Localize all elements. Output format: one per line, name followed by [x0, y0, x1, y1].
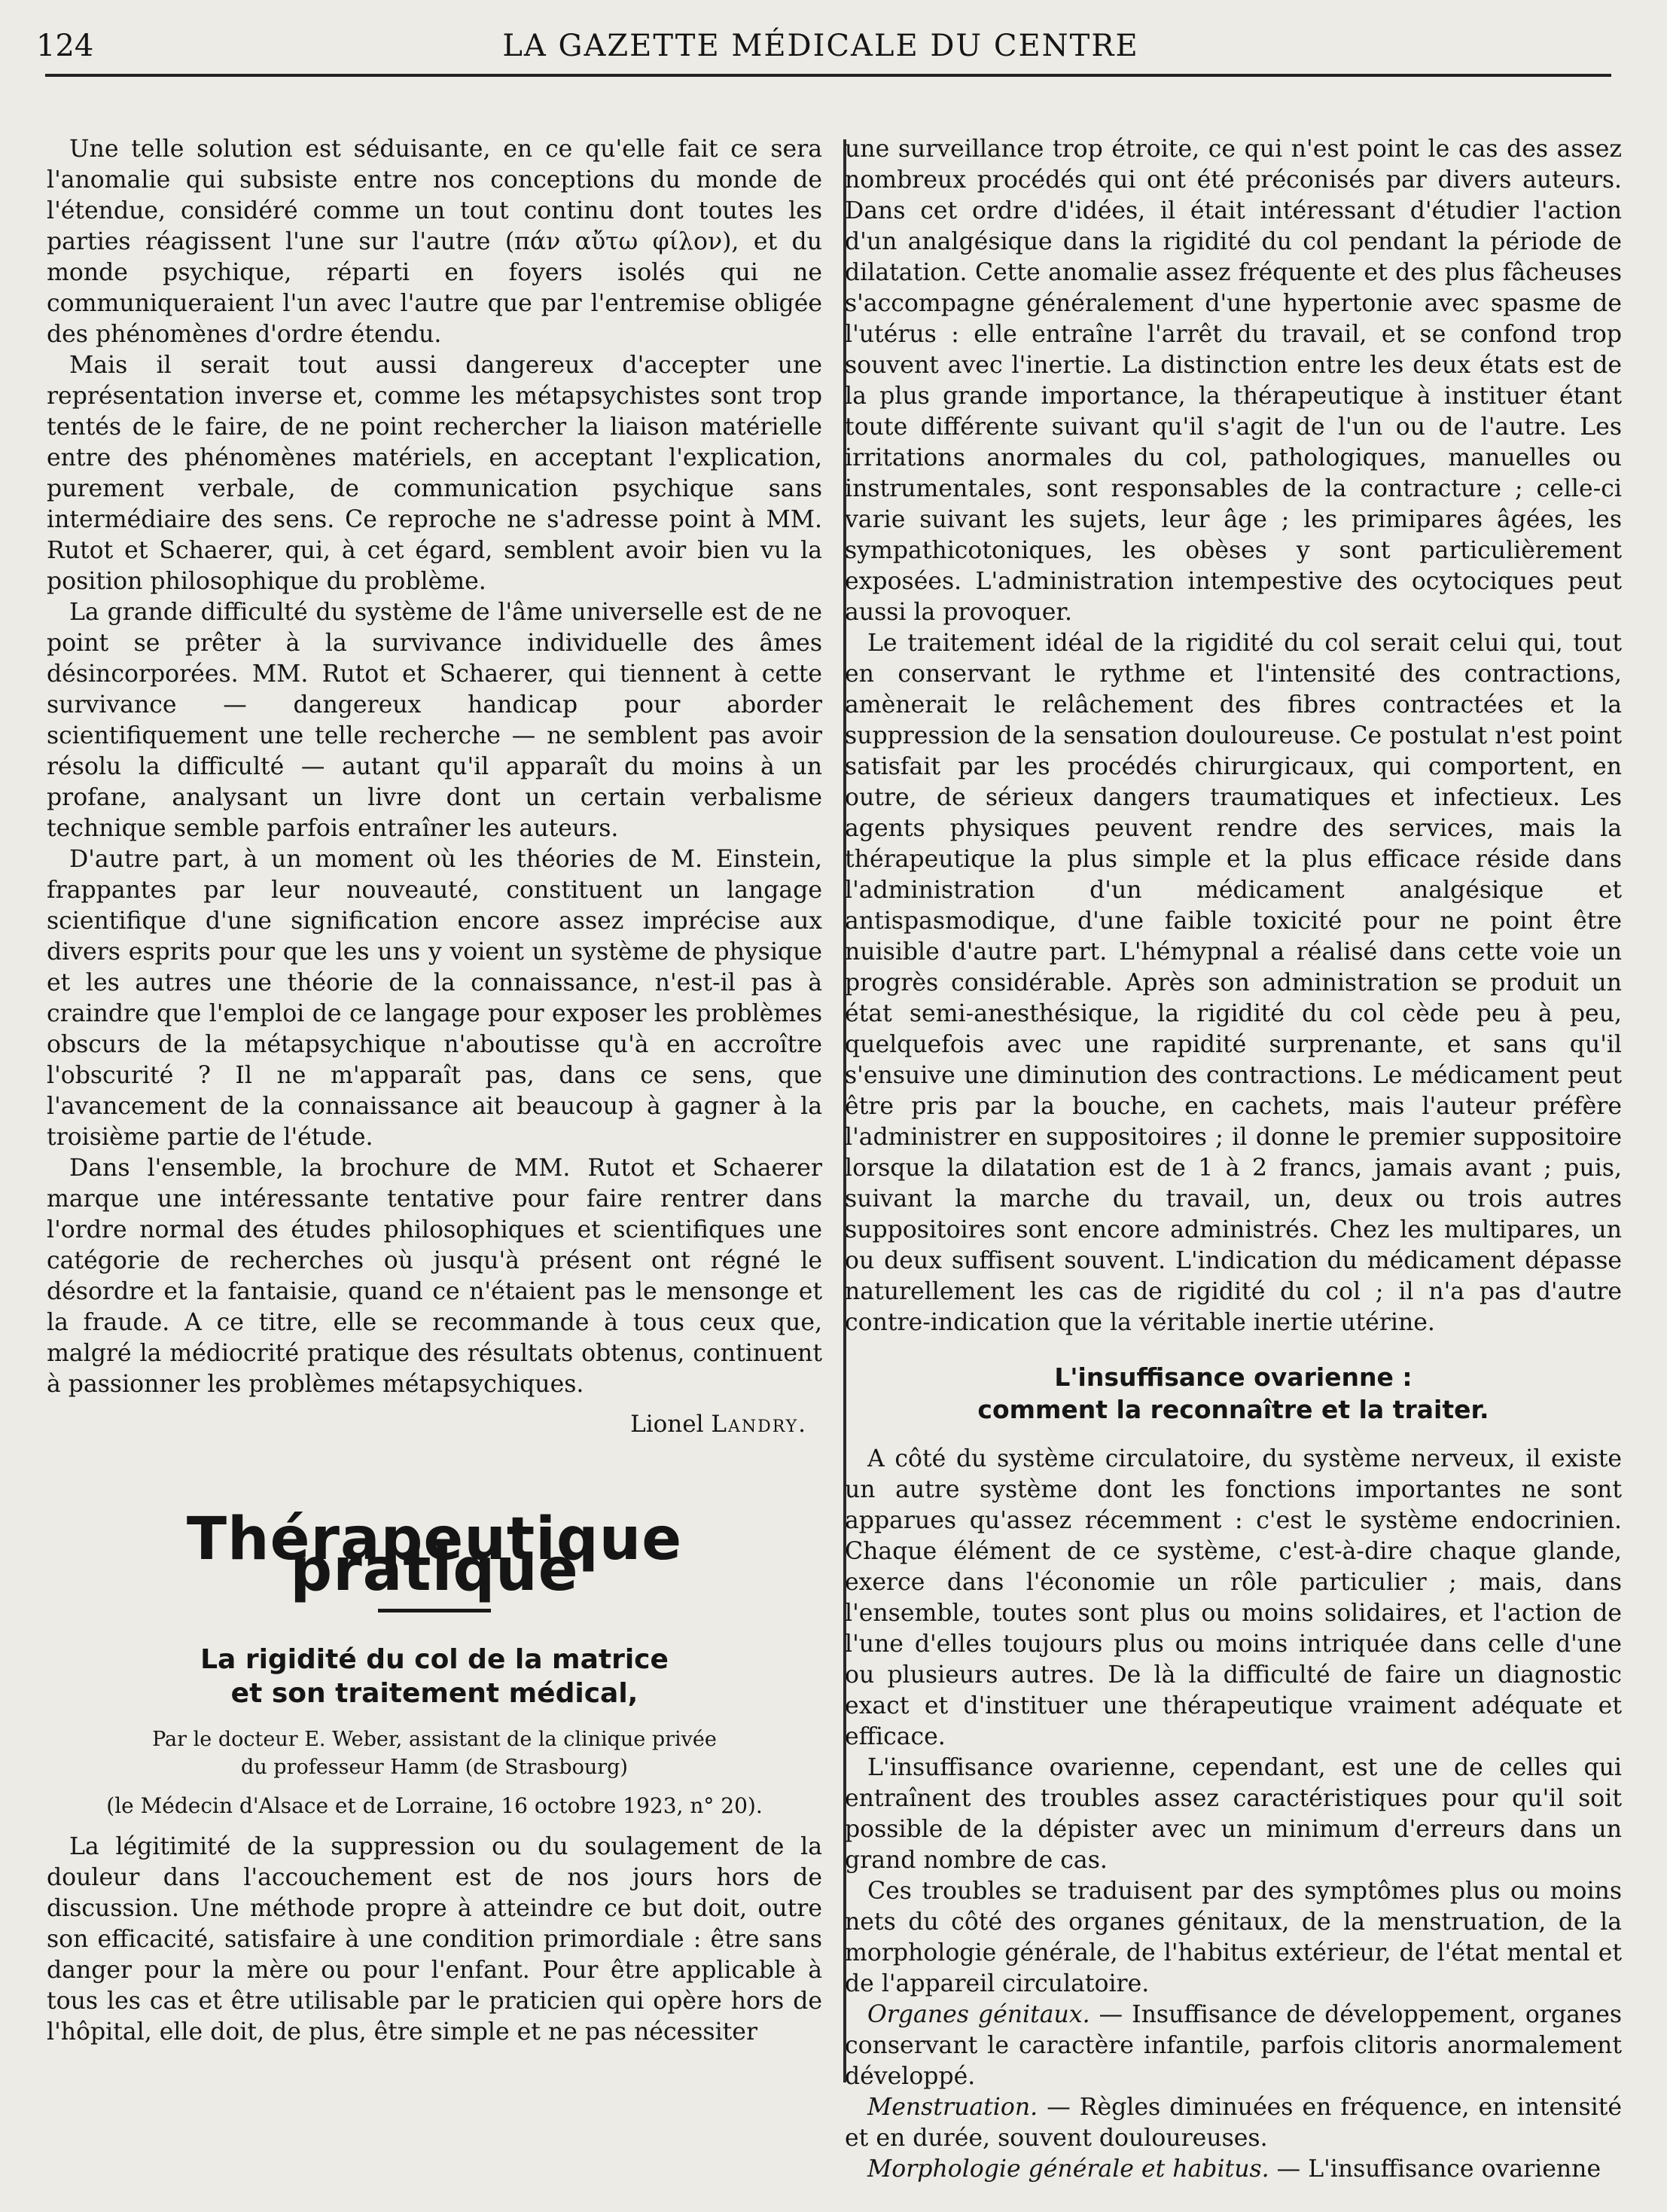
right-column: [845, 134, 1622, 2185]
byline-line: Par le docteur E. Weber, assistant de la clinique privée: [152, 1728, 717, 1751]
byline-line: du professeur Hamm (de Strasbourg): [241, 1756, 628, 1779]
title-rule: [378, 1609, 491, 1612]
symptom-item: [845, 2154, 1622, 2185]
subhead-line: L'insuffisance ovarienne :: [1054, 1362, 1413, 1392]
symptom-label: Menstruation.: [867, 2094, 1038, 2121]
paragraph: Le traitement idéal de la rigidité du col serait celui qui, tout en conservant le rythme et l'intensité des contractions, amènerait le relâchement des fibres contractées et la suppression de la sensation douloureuse. Ce postulat n'est point satisfait par les procédés chirurgicaux, qui comportent, en outre, de sérieux dangers traumatiques et infectieux. Les agents physiques peuvent rendre des services, mais la thérapeutique la plus simple et la plus efficace réside dans l'administration d'un médicament analgésique et antispasmodique, d'une faible toxicité pour ne point être nuisible d'autre part. L'hémypnal a réalisé dans cette voie un progrès considérable. Après son administration se produit un état semi-anesthésique, la rigidité du col cède peu à peu, quelquefois avec une rapidité surprenante, et sans qu'il s'ensuive une diminution des contractions. Le médicament peut être pris par la bouche, en cachets, mais l'auteur préfère l'administrer en suppositoires ; il donne le premier suppositoire lorsque la dilatation est de 1 à 2 francs, jamais avant ; puis, suivant la marche du travail, un, deux ou trois autres suppositoires sont encore administrés. Chez les multipares, un ou deux suffisent souvent. L'indication du médicament dépasse naturellement les cas de rigidité du col ; il n'a pas d'autre contre-indication que la véritable inertie utérine.: [845, 630, 1622, 1336]
article-title-line: et son traitement médical,: [230, 1678, 638, 1709]
symptom-item: [845, 2092, 1622, 2154]
paragraph: une surveillance trop étroite, ce qui n'est point le cas des assez nombreux procédés qui ont été préconisés par divers auteurs. Dans cet ordre d'idées, il était intéressant d'étudier l'action d'un analgésique dans la rigidité du col pendant la période de dilatation. Cette anomalie assez fréquente et des plus fâcheuses s'accompagne généralement d'une hypertonie avec spasme de l'utérus : elle entraîne l'arrêt du travail, et se confond trop souvent avec l'inertie. La distinction entre les deux états est de la plus grande importance, la thérapeutique à instituer étant toute différente suivant qu'il s'agit de l'un ou de l'autre. Les irritations anormales du col, pathologiques, manuelles ou instrumentales, sont responsables de la contracture ; celle-ci varie suivant les sujets, leur âge ; les primipares âgées, les sympathicotoniques, les obèses y sont particulièrement exposées. L'administration intempestive des ocytociques peut aussi la provoquer.: [845, 136, 1622, 626]
running-title: LA GAZETTE MÉDICALE DU CENTRE: [502, 29, 1139, 63]
article-title-line: La rigidité du col de la matrice: [200, 1644, 669, 1675]
article-title: [47, 1643, 822, 1710]
byline: [47, 1725, 822, 1781]
signature-last-name: Landry.: [711, 1411, 807, 1438]
paragraph: Mais il serait tout aussi dangereux d'accepter une représentation inverse et, comme les métapsychistes sont trop tentés de le faire, de ne point rechercher la liaison matérielle entre des phénomènes matériels, en acceptant l'explication, purement verbale, de communication psychique sans intermédiaire des sens. Ce reproche ne s'adresse point à MM. Rutot et Schaerer, qui, à cet égard, semblent avoir bien vu la position philosophique du problème.: [47, 352, 822, 595]
source-reference: (le Médecin d'Alsace et de Lorraine, 16 octobre 1923, n° 20).: [106, 1793, 763, 1818]
paragraph: D'autre part, à un moment où les théories de M. Einstein, frappantes par leur nouveauté, constituent un langage scientifique d'une signification encore assez imprécise aux divers esprits pour que les uns y voient un système de physique et les autres une théorie de la connaissance, n'est-il pas à craindre que l'emploi de ce langage pour exposer les problèmes obscurs de la métapsychique n'aboutisse qu'à en accroître l'obscurité ? Il ne m'apparaît pas, dans ce sens, que l'avancement de la connaissance ait beaucoup à gagner à la troisième partie de l'étude.: [47, 846, 822, 1151]
symptom-text: — Règles diminuées en fréquence, en intensité et en durée, souvent douloureuses.: [845, 2094, 1622, 2152]
paragraph: Une telle solution est séduisante, en ce qu'elle fait ce sera l'anomalie qui subsiste entre nos conceptions du monde de l'étendue, considéré comme un tout continu dont toutes les parties réagissent l'une sur l'autre (πάν αὔτω φίλον), et du monde psychique, réparti en foyers isolés qui ne communiqueraient l'un avec l'autre que par l'entremise obligée des phénomènes d'ordre étendu.: [47, 136, 822, 348]
paragraph: A côté du système circulatoire, du système nerveux, il existe un autre système dont les fonctions importantes ne sont apparues qu'assez récemment : c'est le système endocrinien. Chaque élément de ce système, c'est-à-dire chaque glande, exerce dans l'économie un rôle particulier ; mais, dans l'ensemble, toutes sont plus ou moins solidaires, et l'action de l'une d'elles toujours plus ou moins intriquée dans celle d'une ou plusieurs autres. De là la difficulté de faire un diagnostic exact et d'instituer une thérapeutique vraiment adéquate et efficace.: [845, 1445, 1622, 1750]
symptom-label: Morphologie générale et habitus.: [867, 2156, 1269, 2183]
paragraph: Ces troubles se traduisent par des symptômes plus ou moins nets du côté des organes génitaux, de la menstruation, de la morphologie générale, de l'habitus extérieur, de l'état mental et de l'appareil circulatoire.: [845, 1878, 1622, 1997]
left-column: [47, 134, 822, 2048]
paragraph: L'insuffisance ovarienne, cependant, est une de celles qui entraînent des troubles assez caractéristiques pour qu'il soit possible de la dépister avec un minimum d'erreurs dans un grand nombre de cas.: [845, 1754, 1622, 1874]
page-header: [30, 23, 1611, 68]
subhead-line: comment la reconnaître et la traiter.: [977, 1395, 1489, 1424]
signature-first-name: Lionel: [630, 1411, 704, 1438]
section-title: Thérapeutique pratique: [186, 1506, 683, 1604]
paragraph: La grande difficulté du système de l'âme universelle est de ne point se prêter à la survivance individuelle des âmes désincorporées. MM. Rutot et Schaerer, qui tiennent à cette survivance — dangereux handicap pour aborder scientifiquement une telle recherche — ne semblent pas avoir résolu la difficulté — autant qu'il apparaît du moins à un profane, analysant un livre dont un certain verbalisme technique semble parfois entraîner les auteurs.: [47, 599, 822, 842]
symptom-text: — Insuffisance de développement, organes conservant le caractère infantile, parfois clitoris anormalement développé.: [845, 2001, 1622, 2090]
paragraph: La légitimité de la suppression ou du soulagement de la douleur dans l'accouchement est de nos jours hors de discussion. Une méthode propre à atteindre ce but doit, outre son efficacité, satisfaire à une condition primordiale : être sans danger pour la mère ou pour l'enfant. Pour être applicable à tous les cas et être utilisable par le praticien qui opère hors de l'hôpital, elle doit, de plus, être simple et ne pas nécessiter: [47, 1833, 822, 2046]
symptom-text: — L'insuffisance ovarienne: [1269, 2156, 1601, 2183]
page-number: 124: [36, 29, 94, 63]
article-subhead: [845, 1361, 1622, 1426]
author-signature: [47, 1409, 807, 1440]
symptom-item: [845, 2000, 1622, 2092]
paragraph: Dans l'ensemble, la brochure de MM. Rutot et Schaerer marque une intéressante tentative pour faire rentrer dans l'ordre normal des études philosophiques et scientifiques une catégorie de recherches où jusqu'à présent ont régné le désordre et la fantaisie, quand ce n'étaient pas le mensonge et la fraude. A ce titre, elle se recommande à tous ceux que, malgré la médiocrité pratique des résultats obtenus, continuent à passionner les problèmes métapsychiques.: [47, 1155, 822, 1398]
header-rule: [45, 74, 1611, 77]
symptom-label: Organes génitaux.: [867, 2001, 1090, 2028]
